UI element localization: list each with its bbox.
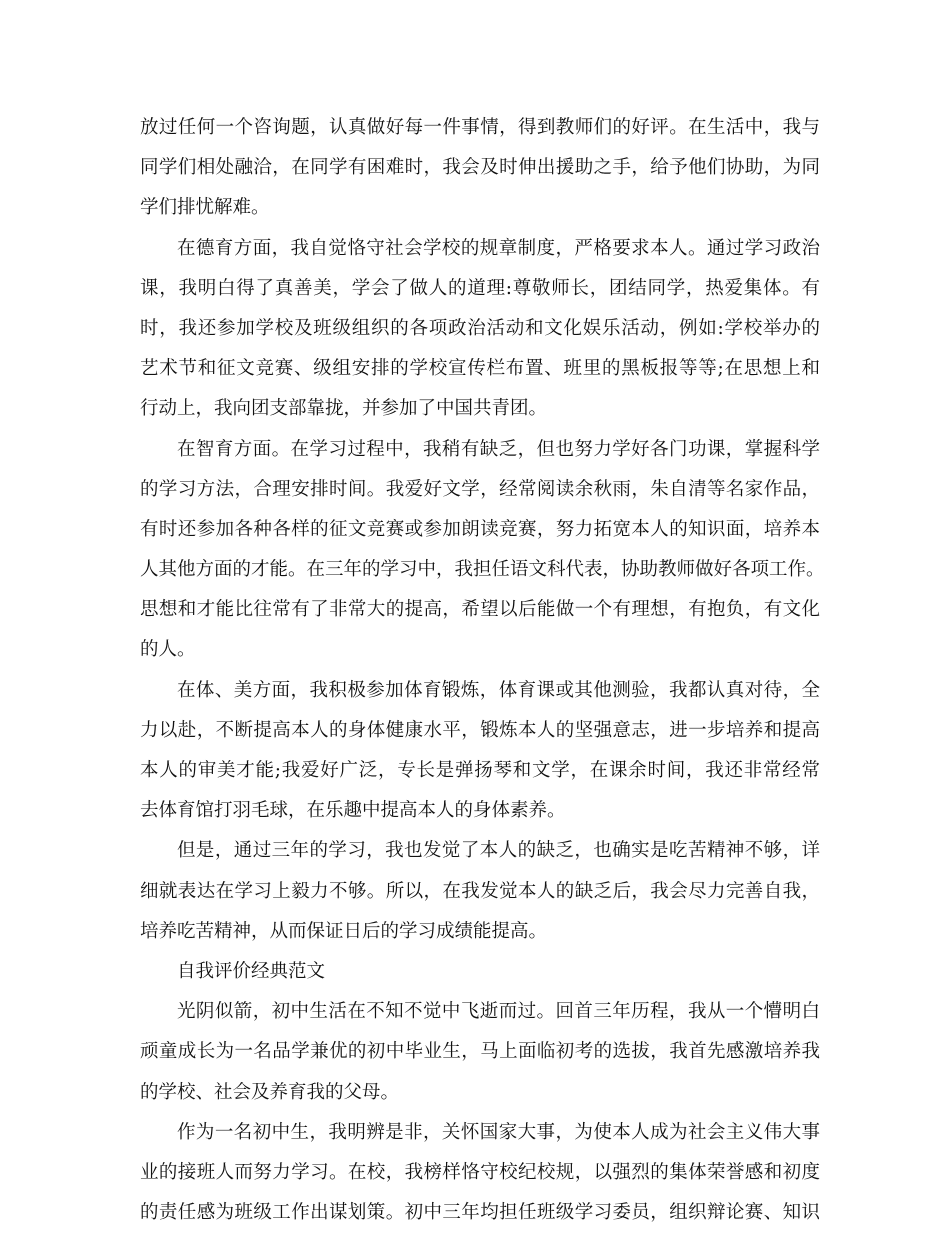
text-line: 去体育馆打羽毛球，在乐趣中提高本人的身体素养。 [140,800,566,822]
text-line: 的人。 [140,639,196,661]
text-line: 同学们相处融洽，在同学有困难时，我会及时伸出援助之手，给予他们协助，为同 [140,157,820,179]
text-line: 的学习方法，合理安排时间。我爱好文学，经常阅读余秋雨，朱自清等名家作品， [140,478,820,500]
text-line: 力以赴，不断提高本人的身体健康水平，锻炼本人的坚强意志，进一步培养和提高 [140,719,820,741]
text-line: 培养吃苦精神，从而保证日后的学习成绩能提高。 [140,920,548,942]
text-line: 放过任何一个咨询题，认真做好每一件事情，得到教师们的好评。在生活中，我与 [140,117,820,138]
text-line: 光阴似箭，初中生活在不知不觉中飞逝而过。回首三年历程，我从一个懵明白 [177,1001,820,1023]
text-line: 的责任感为班级工作出谋划策。初中三年均担任班级学习委员，组织辩论赛、知识 [140,1202,820,1224]
text-line: 在德育方面，我自觉恪守社会学校的规章制度，严格要求本人。通过学习政治 [177,237,820,259]
text-line: 细就表达在学习上毅力不够。所以，在我发觉本人的缺乏后，我会尽力完善自我， [140,880,820,902]
text-line: 业的接班人而努力学习。在校，我榜样恪守校纪校规，以强烈的集体荣誉感和初度 [140,1161,820,1183]
text-line: 自我评价经典范文 [177,960,326,982]
text-line: 人其他方面的才能。在三年的学习中，我担任语文科代表，协助教师做好各项工作。 [140,559,825,581]
text-line: 顽童成长为一名品学兼优的初中毕业生，马上面临初考的选拔，我首先感激培养我 [140,1041,820,1063]
text-line: 的学校、社会及养育我的父母。 [140,1081,400,1103]
text-line: 本人的审美才能;我爱好广泛，专长是弹扬琴和文学，在课余时间，我还非常经常 [140,760,820,781]
text-line: 行动上，我向团支部靠拢，并参加了中国共青团。 [140,398,548,420]
text-line: 时，我还参加学校及班级组织的各项政治活动和文化娱乐活动，例如:学校举办的 [140,317,820,339]
text-line: 但是，通过三年的学习，我也发觉了本人的缺乏，也确实是吃苦精神不够，详 [177,840,820,862]
text-line: 在智育方面。在学习过程中，我稍有缺乏，但也努力学好各门功课，掌握科学 [177,438,820,460]
text-line: 在体、美方面，我积极参加体育锻炼，体育课或其他测验，我都认真对待，全 [177,679,820,701]
text-line: 学们排忧解难。 [140,197,270,219]
document-body [140,108,825,1233]
text-line: 有时还参加各种各样的征文竞赛或参加朗读竞赛，努力拓宽本人的知识面，培养本 [140,518,820,540]
text-line: 课，我明白得了真善美，学会了做人的道理:尊敬师长，团结同学，热爱集体。有 [140,277,820,299]
text-line: 思想和才能比往常有了非常大的提高，希望以后能做一个有理想，有抱负，有文化 [140,599,820,621]
text-line: 艺术节和征文竞赛、级组安排的学校宣传栏布置、班里的黑板报等等;在思想上和 [140,358,820,380]
text-line: 作为一名初中生，我明辨是非，关怀国家大事，为使本人成为社会主义伟大事 [177,1121,820,1143]
